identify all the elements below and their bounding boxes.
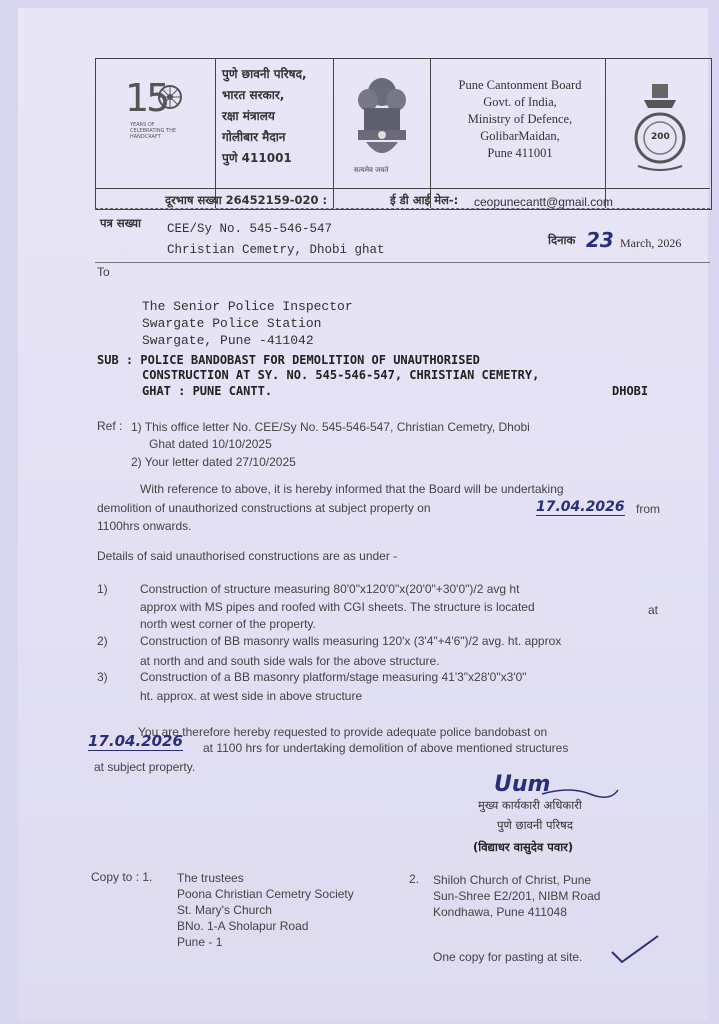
emblem-caption: सत्यमेव जयते [354,166,389,174]
subject-line: GHAT : PUNE CANTT. [142,384,273,398]
recipient-line: Swargate, Pune -411042 [142,333,314,348]
bandobast-date-handwritten: 17.04.2026 [88,732,183,750]
item-line: at [648,603,659,617]
english-address [440,77,600,162]
copy-to-label: Copy to : 1. [91,870,153,884]
hindi-address [222,64,307,169]
header-divider [605,58,606,208]
item-line: ht. approx. at west side in above structure [140,689,363,703]
copy-line: Sun-Shree E2/201, NIBM Road [433,889,601,903]
crest-icon [630,82,690,177]
signatory-office: पुणे छावनी परिषद [497,818,573,832]
header-rule-dashed [95,208,710,209]
english-line: Ministry of Defence, [467,112,573,126]
para1-line: from [636,502,660,516]
copy-line: Shiloh Church of Christ, Pune [433,873,592,887]
subject-line: DHOBI [612,384,649,398]
date-label: दिनाक [548,233,576,247]
details-intro: Details of said unauthorised constructions are as under - [97,549,398,563]
item-line: at north and and south side wals for the above structure. [140,654,440,668]
lion-capital-icon [350,72,414,166]
national-emblem [350,72,414,178]
item-line: Construction of a BB masonry platform/stage measuring 41'3"x28'0"x3'0" [140,670,527,684]
hindi-line: गोलीबार मैदान [222,130,286,144]
hindi-line: पुणे छावनी परिषद, [222,67,307,81]
demolition-date-handwritten: 17.04.2026 [536,499,625,515]
pasting-note: One copy for pasting at site. [433,950,583,964]
para1-line: demolition of unauthorized constructions at subject property on [97,501,431,515]
english-line: Pune 411001 [487,146,553,160]
para2-line: at subject property. [94,760,196,774]
signatory-designation: मुख्य कार्यकारी अधिकारी [478,798,582,812]
copy-number-2: 2. [409,872,420,886]
ref-label: Ref : [97,419,123,433]
to-label: To [97,265,110,279]
letter-number: CEE/Sy No. 545-546-547 [167,222,333,236]
letter-number-label: पत्र सख्या [100,216,142,230]
para2-line: You are therefore hereby requested to provide adequate police bandobast on [138,725,548,739]
para1-line: 1100hrs onwards. [97,519,192,533]
item-number: 2) [97,634,108,648]
item-line: north west corner of the property. [140,617,316,631]
wheel-icon [157,84,183,110]
subject-line: SUB : POLICE BANDOBAST FOR DEMOLITION OF UNAUTHORISED [97,353,480,367]
email-label: ई डी आई मेल-: [390,193,459,207]
recipient-address [142,298,353,349]
ref-rule [95,262,710,263]
english-line: Govt. of India, [483,95,557,109]
letter-subject-line: Christian Cemetry, Dhobi ghat [167,243,385,257]
recipient-line: Swargate Police Station [142,316,322,331]
copy-line: Pune - 1 [177,935,223,949]
copy-recipient-2 [433,872,600,920]
copy-line: Kondhawa, Pune 411048 [433,905,567,919]
cantonment-crest [630,82,690,177]
copy-recipient-1 [177,870,354,950]
email-address[interactable]: ceopunecantt@gmail.com [474,195,613,209]
hindi-line: रक्षा मंत्रालय [222,109,275,123]
header-divider [215,58,216,208]
english-line: GolibarMaidan, [480,129,560,143]
signatory-name: (विद्याधर वासुदेव पवार) [473,840,574,854]
date-day-handwritten: 23 [586,228,614,252]
english-line: Pune Cantonment Board [458,78,582,92]
date-month-year: March, 2026 [620,236,682,250]
logo-numerals: 15 [125,76,168,120]
ref-item-1-cont: Ghat dated 10/10/2025 [149,437,272,451]
para2-line: at 1100 hrs for undertaking demolition of above mentioned structures [203,741,569,755]
hindi-line: भारत सरकार, [222,88,285,102]
para1-line: With reference to above, it is hereby informed that the Board will be undertaking [140,482,564,496]
signature-scrawl: Uum [494,772,551,797]
header-rule [95,188,710,189]
copy-line: The trustees [177,871,244,885]
item-number: 3) [97,670,108,684]
hindi-line: पुणे 411001 [222,151,292,165]
crest-number: 200 [651,132,670,142]
checkmark-icon [608,932,660,966]
copy-line: BNo. 1-A Sholapur Road [177,919,309,933]
subject-line: CONSTRUCTION AT SY. NO. 545-546-547, CHRISTIAN CEMETRY, [142,368,540,382]
recipient-line: The Senior Police Inspector [142,299,353,314]
item-number: 1) [97,582,108,596]
ref-item-2: 2) Your letter dated 27/10/2025 [131,455,296,469]
copy-line: Poona Christian Cemetry Society [177,887,354,901]
header-divider [333,58,334,208]
phone-number: दूरभाष सख्या 26452159-020 : [165,193,328,207]
ref-item-1: 1) This office letter No. CEE/Sy No. 545-546-547, Christian Cemetry, Dhobi [131,420,530,434]
item-line: approx with MS pipes and roofed with CGI sheets. The structure is located [140,600,535,614]
logo-subtext: YEARS OF CELEBRATING THE HANDCRAFT [130,122,177,140]
copy-line: St. Mary's Church [177,903,272,917]
150-years-logo [125,76,185,156]
item-line: Construction of BB masonry walls measuring 120'x (3'4"+4'6")/2 avg. ht. approx [140,634,562,648]
item-line: Construction of structure measuring 80'0"x120'0"x(20'0"+30'0")/2 avg ht [140,582,520,596]
header-divider [430,58,431,208]
